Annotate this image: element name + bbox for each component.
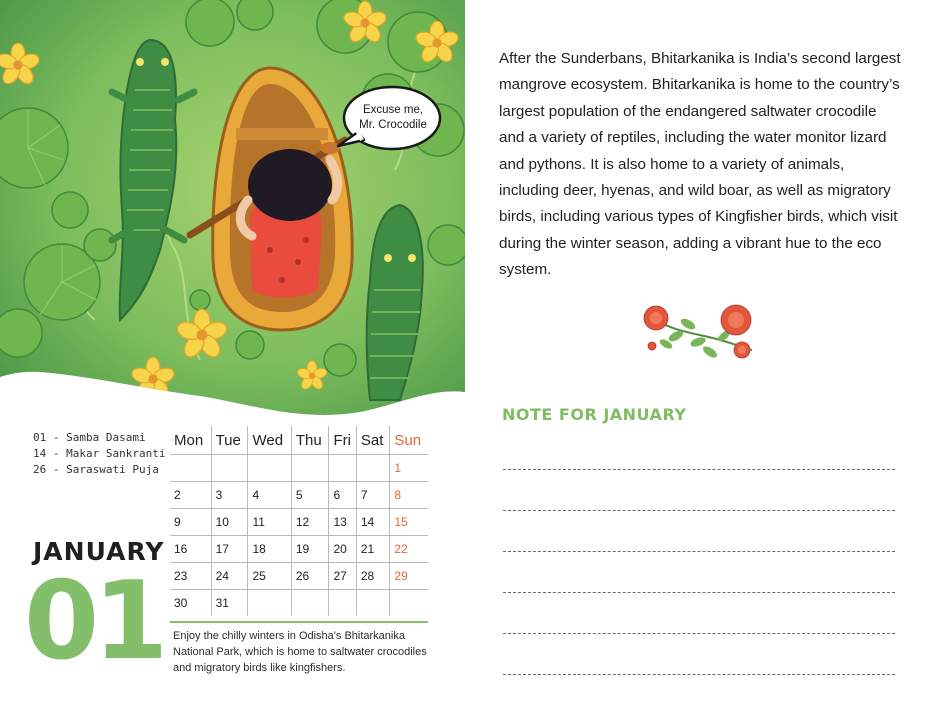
day-cell: 30	[170, 590, 211, 617]
day-cell-sunday: 15	[390, 509, 428, 536]
day-cell: 24	[211, 563, 248, 590]
day-cell: 12	[291, 509, 329, 536]
day-cell	[356, 455, 390, 482]
day-cell: 28	[356, 563, 390, 590]
day-cell: 19	[291, 536, 329, 563]
day-cell: 5	[291, 482, 329, 509]
weekday-mon: Mon	[174, 431, 204, 449]
weekday-sat: Sat	[356, 426, 390, 455]
day-cell: 10	[211, 509, 248, 536]
note-line[interactable]	[503, 633, 895, 634]
weekday-header-row	[170, 426, 428, 455]
flower-sprig-icon	[640, 300, 758, 366]
day-cell: 23	[170, 563, 211, 590]
day-cell-sunday: 22	[390, 536, 428, 563]
calendar-grid	[170, 426, 428, 616]
day-cell: 14	[356, 509, 390, 536]
day-cell: 13	[329, 509, 356, 536]
day-cell: 3	[211, 482, 248, 509]
weekday-wed: Wed	[248, 426, 291, 455]
holiday-list	[33, 430, 165, 478]
day-cell	[248, 455, 291, 482]
day-cell	[291, 590, 329, 617]
speech-bubble-line-2: Mr. Crocodile	[359, 119, 427, 131]
calendar-caption: Enjoy the chilly winters in Odisha's Bhitarkanika National Park, which is home to saltwater crocodiles and migratory birds like kingfishers.	[173, 630, 427, 674]
note-line[interactable]	[503, 469, 895, 470]
day-cell-sunday: 8	[390, 482, 428, 509]
day-cell: 7	[356, 482, 390, 509]
weekday-sun: Sun	[390, 426, 428, 455]
holiday-item: 01 - Samba Dasami	[33, 431, 146, 444]
day-cell: 27	[329, 563, 356, 590]
holiday-item: 14 - Makar Sankranti	[33, 447, 166, 460]
day-cell	[170, 455, 211, 482]
day-cell-sunday	[390, 590, 428, 617]
day-cell-sunday: 29	[390, 563, 428, 590]
day-cell: 20	[329, 536, 356, 563]
day-cell: 9	[170, 509, 211, 536]
day-cell: 6	[329, 482, 356, 509]
week-row	[170, 590, 428, 617]
illustration	[0, 0, 465, 420]
day-cell: 25	[248, 563, 291, 590]
week-row	[170, 455, 428, 482]
notes-title: NOTE FOR JANUARY	[502, 405, 687, 424]
month-name: JANUARY	[33, 537, 165, 566]
day-cell: 11	[248, 509, 291, 536]
day-cell	[329, 455, 356, 482]
day-cell: 16	[170, 536, 211, 563]
week-row	[170, 482, 428, 509]
day-cell	[329, 590, 356, 617]
note-line[interactable]	[503, 551, 895, 552]
weekday-thu: Thu	[291, 426, 329, 455]
day-cell	[211, 455, 248, 482]
day-cell: 21	[356, 536, 390, 563]
note-line[interactable]	[503, 674, 895, 675]
note-line[interactable]	[503, 510, 895, 511]
day-cell: 17	[211, 536, 248, 563]
day-cell-sunday: 1	[390, 455, 428, 482]
park-description: After the Sunderbans, Bhitarkanika is India’s second largest mangrove ecosystem. Bhitarkanika is home to the country’s largest population of the endangered saltwater crocodile and a variety of reptiles, including the water monitor lizard and pythons. It is also home to a variety of animals, including deer, hyenas, and wild boar, as well as migratory birds, including various types of Kingfisher birds, which visit during the winter season, adding a vibrant hue to the eco system.	[499, 50, 901, 279]
weekday-fri: Fri	[329, 426, 356, 455]
note-line[interactable]	[503, 592, 895, 593]
day-cell	[291, 455, 329, 482]
day-cell: 18	[248, 536, 291, 563]
day-cell: 4	[248, 482, 291, 509]
weekday-tue: Tue	[211, 426, 248, 455]
day-cell: 31	[211, 590, 248, 617]
week-row	[170, 509, 428, 536]
week-row	[170, 536, 428, 563]
week-row	[170, 563, 428, 590]
day-cell: 2	[170, 482, 211, 509]
day-cell	[356, 590, 390, 617]
day-cell: 26	[291, 563, 329, 590]
speech-bubble-line-1: Excuse me,	[362, 104, 424, 116]
day-cell	[248, 590, 291, 617]
calendar-divider	[170, 621, 428, 623]
month-number: 01	[24, 559, 163, 684]
holiday-item: 26 - Saraswati Puja	[33, 463, 159, 476]
